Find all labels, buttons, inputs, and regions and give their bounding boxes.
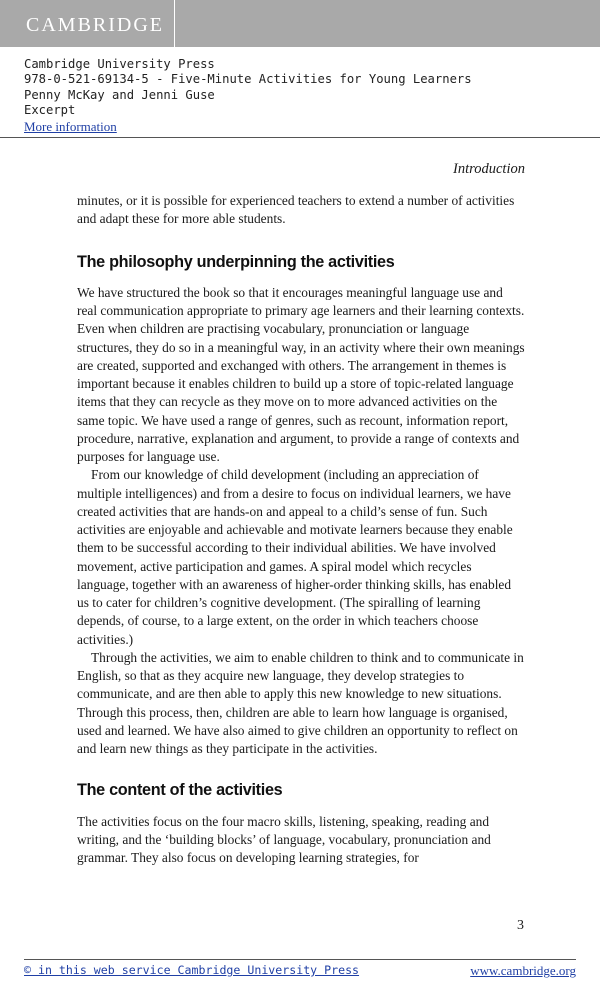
content-paragraph-1: The activities focus on the four macro skills, listening, speaking, reading and writing, and the ‘building blocks’ of language, vocabulary, pronunciation and grammar. They also focus on developing learning strategies, for — [77, 813, 491, 865]
philosophy-paragraph-3: Through the activities, we aim to enable children to think and to communicate in English, so that as they acquire new language, they develop strategies to communicate, and are then able to apply this new knowledge to new situations. Through this process, then, children are able to learn how language is organised, used and learned. We have also aimed to give children an opportunity to reflect on and learn new things as they participate in the activities. — [77, 649, 524, 756]
philosophy-paragraph-1: We have structured the book so that it encourages meaningful language use and real communication appropriate to primary age learners and their learning contexts. Even when children are practising vocabulary, pronunciation or language structures, they do so in a meaningful way, in an activity where their own meanings are created, supported and exchanged with others. The arrangement in themes is important because it enables children to build up a store of topic-related language items that they can recycle as they move on to more advanced activities on the same topic. We have used a range of genres, such as recount, information report, procedure, narrative, explanation and argument, to provide a range of contexts and purposes for language use. — [77, 284, 525, 464]
brand-header-bar — [0, 0, 600, 47]
publisher-line: Cambridge University Press — [24, 57, 215, 71]
brand-tab — [0, 0, 175, 47]
philosophy-paragraph-2: From our knowledge of child development (including an appreciation of multiple intelligences) and from a desire to focus on individual learners, we have created activities that are hands-on and appeal to a child’s sense of fun. Such activities are enjoyable and achievable and motivate learners because they enable them to be successful according to their individual abilities. We have involved movement, active participation and games. A spiral model which recycles language, together with an awareness of higher-order thinking skills, has enabled us to cater for children’s cognitive development. (The spiralling of learning depends, of course, to a large extent, on the order in which teachers choose activities.) — [77, 467, 513, 647]
isbn-title-line: 978-0-521-69134-5 - Five-Minute Activities for Young Learners — [24, 72, 472, 87]
brand-logo-text: CAMBRIDGE — [26, 14, 165, 36]
page-content — [77, 192, 525, 867]
section-heading-content: The content of the activities — [77, 781, 283, 800]
section-heading-philosophy: The philosophy underpinning the activities — [77, 252, 395, 271]
footer-divider — [24, 959, 576, 960]
page-number: 3 — [517, 918, 524, 933]
header-divider — [0, 137, 600, 138]
book-metadata — [24, 57, 472, 135]
intro-paragraph: minutes, or it is possible for experienced teachers to extend a number of activities and adapt these for more able students. — [77, 193, 515, 227]
excerpt-label: Excerpt — [24, 103, 76, 118]
more-information-link[interactable]: More information — [24, 118, 117, 134]
running-head: Introduction — [453, 161, 525, 177]
authors-line: Penny McKay and Jenni Guse — [24, 87, 215, 102]
copyright-link[interactable]: © in this web service Cambridge University Press — [24, 963, 360, 977]
cambridge-website-link[interactable]: www.cambridge.org — [470, 963, 576, 978]
